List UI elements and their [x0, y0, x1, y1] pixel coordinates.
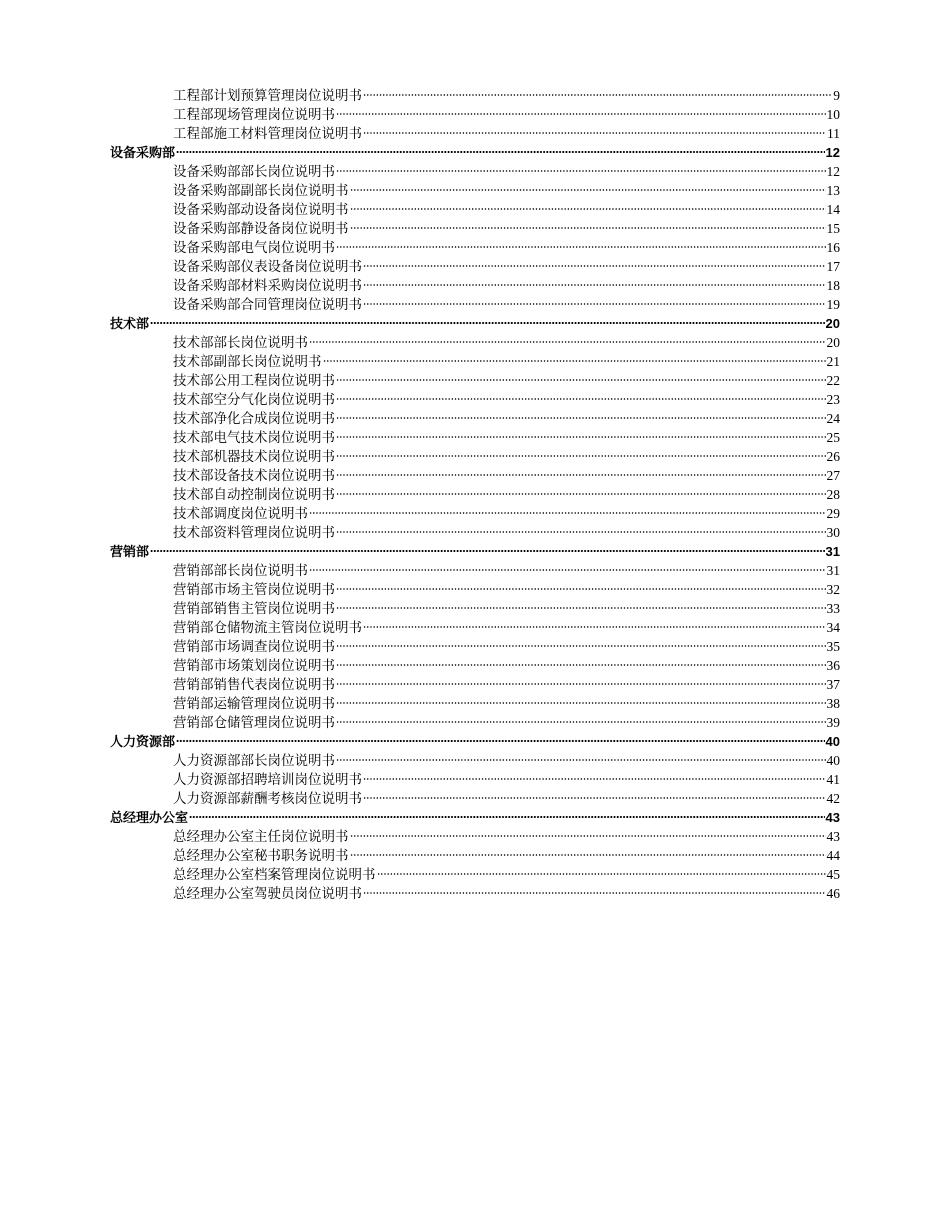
dot-leader [336, 606, 826, 610]
toc-page-number: 43 [826, 829, 840, 844]
dot-leader [350, 834, 826, 838]
toc-entry[interactable] [110, 295, 840, 314]
toc-page-number: 15 [826, 221, 840, 236]
toc-page-number: 14 [826, 202, 840, 217]
toc-entry-title: 设备采购部电气岗位说明书 [173, 240, 335, 256]
toc-page-number: 24 [826, 411, 840, 426]
toc-page-number: 32 [826, 582, 840, 597]
dot-leader [336, 663, 826, 667]
toc-entry-title: 人力资源部 [110, 735, 176, 750]
dot-leader [336, 720, 826, 724]
toc-page-number: 18 [826, 278, 840, 293]
toc-page-number: 40 [826, 753, 840, 768]
toc-entry-title: 工程部现场管理岗位说明书 [173, 107, 335, 123]
dot-leader [336, 682, 826, 686]
dot-leader [336, 758, 826, 762]
toc-entry[interactable] [110, 352, 840, 371]
toc-page-number: 31 [826, 563, 840, 578]
toc-page-number: 42 [826, 791, 840, 806]
toc-entry[interactable] [110, 124, 840, 143]
toc-entry-title: 技术部净化合成岗位说明书 [173, 411, 335, 427]
toc-page-number: 40 [825, 734, 840, 749]
dot-leader [363, 777, 826, 781]
dot-leader [336, 169, 826, 173]
toc-entry[interactable] [110, 219, 840, 238]
toc-entry-title: 设备采购部副部长岗位说明书 [173, 183, 349, 199]
dot-leader [176, 739, 825, 743]
toc-entry-title: 技术部副部长岗位说明书 [173, 354, 322, 370]
toc-entry-title: 工程部施工材料管理岗位说明书 [173, 126, 362, 142]
toc-entry[interactable] [110, 884, 840, 903]
toc-entry-title: 技术部机器技术岗位说明书 [173, 449, 335, 465]
toc-entry-title: 设备采购部动设备岗位说明书 [173, 202, 349, 218]
toc-page-number: 20 [826, 335, 840, 350]
toc-entry-title: 总经理办公室 [110, 811, 189, 826]
toc-page-number: 37 [826, 677, 840, 692]
dot-leader [350, 207, 826, 211]
toc-entry-title: 技术部设备技术岗位说明书 [173, 468, 335, 484]
toc-page-number: 12 [825, 145, 840, 160]
toc-entry[interactable] [110, 428, 840, 447]
toc-entry-title: 技术部公用工程岗位说明书 [173, 373, 335, 389]
dot-leader [309, 340, 826, 344]
dot-leader [363, 264, 826, 268]
toc-entry-title: 技术部电气技术岗位说明书 [173, 430, 335, 446]
toc-entry-title: 营销部部长岗位说明书 [173, 563, 308, 579]
dot-leader [336, 454, 826, 458]
toc-entry-title: 工程部计划预算管理岗位说明书 [173, 88, 362, 104]
dot-leader [336, 416, 826, 420]
dot-leader [150, 549, 825, 553]
dot-leader [377, 872, 826, 876]
toc-page-number: 34 [826, 620, 840, 635]
toc-page-number: 45 [826, 867, 840, 882]
toc-entry[interactable] [110, 466, 840, 485]
toc-page-number: 17 [826, 259, 840, 274]
toc-entry-title: 营销部 [110, 545, 150, 560]
toc-entry-title: 设备采购部材料采购岗位说明书 [173, 278, 362, 294]
dot-leader [363, 796, 826, 800]
toc-entry[interactable] [110, 333, 840, 352]
toc-page-number: 31 [825, 544, 840, 559]
toc-entry[interactable] [110, 675, 840, 694]
toc-entry-title: 技术部空分气化岗位说明书 [173, 392, 335, 408]
toc-section-heading[interactable] [110, 314, 840, 333]
toc-entry-title: 营销部市场主管岗位说明书 [173, 582, 335, 598]
toc-entry[interactable] [110, 827, 840, 846]
toc-page-number: 26 [826, 449, 840, 464]
dot-leader [363, 131, 826, 135]
toc-entry-title: 营销部仓储管理岗位说明书 [173, 715, 335, 731]
toc-entry-title: 技术部资料管理岗位说明书 [173, 525, 335, 541]
dot-leader [336, 473, 826, 477]
toc-entry-title: 总经理办公室主任岗位说明书 [173, 829, 349, 845]
toc-entry[interactable] [110, 770, 840, 789]
dot-leader [189, 815, 825, 819]
toc-entry-title: 技术部 [110, 317, 150, 332]
dot-leader [363, 625, 826, 629]
dot-leader [363, 891, 826, 895]
toc-entry[interactable] [110, 694, 840, 713]
dot-leader [336, 112, 826, 116]
toc-page-number: 35 [826, 639, 840, 654]
toc-entry[interactable] [110, 238, 840, 257]
toc-page-number: 41 [826, 772, 840, 787]
toc-entry[interactable] [110, 181, 840, 200]
toc-entry-title: 设备采购部 [110, 146, 176, 161]
toc-entry-title: 人力资源部部长岗位说明书 [173, 753, 335, 769]
toc-entry-title: 总经理办公室秘书职务说明书 [173, 848, 349, 864]
toc-entry[interactable] [110, 200, 840, 219]
toc-page-number: 28 [826, 487, 840, 502]
toc-entry-title: 设备采购部部长岗位说明书 [173, 164, 335, 180]
toc-entry[interactable] [110, 162, 840, 181]
toc-entry[interactable] [110, 656, 840, 675]
dot-leader [350, 188, 826, 192]
toc-entry-title: 总经理办公室档案管理岗位说明书 [173, 867, 376, 883]
toc-entry[interactable] [110, 390, 840, 409]
toc-entry-title: 营销部销售代表岗位说明书 [173, 677, 335, 693]
toc-entry-title: 营销部市场调查岗位说明书 [173, 639, 335, 655]
toc-entry-title: 营销部销售主管岗位说明书 [173, 601, 335, 617]
toc-entry[interactable] [110, 257, 840, 276]
dot-leader [309, 568, 826, 572]
toc-section-heading[interactable] [110, 143, 840, 162]
dot-leader [323, 359, 826, 363]
toc-page-number: 9 [833, 88, 840, 103]
toc-entry[interactable] [110, 447, 840, 466]
toc-entry[interactable] [110, 523, 840, 542]
dot-leader [176, 150, 825, 154]
toc-entry-title: 人力资源部薪酬考核岗位说明书 [173, 791, 362, 807]
toc-page-number: 22 [826, 373, 840, 388]
dot-leader [336, 587, 826, 591]
toc-page-number: 10 [826, 107, 840, 122]
toc-page-number: 30 [826, 525, 840, 540]
toc-entry[interactable] [110, 713, 840, 732]
toc-entry-title: 设备采购部合同管理岗位说明书 [173, 297, 362, 313]
toc-entry[interactable] [110, 599, 840, 618]
toc-entry[interactable] [110, 580, 840, 599]
toc-page-number: 38 [826, 696, 840, 711]
toc-page-number: 27 [826, 468, 840, 483]
toc-page-number: 11 [827, 126, 840, 141]
toc-page-number: 33 [826, 601, 840, 616]
toc-entry-title: 技术部自动控制岗位说明书 [173, 487, 335, 503]
toc-entry[interactable] [110, 371, 840, 390]
toc-page-number: 29 [826, 506, 840, 521]
dot-leader [336, 378, 826, 382]
toc-page-number: 44 [826, 848, 840, 863]
dot-leader [336, 644, 826, 648]
dot-leader [336, 492, 826, 496]
toc-section-heading[interactable] [110, 732, 840, 751]
toc-entry-title: 设备采购部静设备岗位说明书 [173, 221, 349, 237]
toc-entry-title: 营销部运输管理岗位说明书 [173, 696, 335, 712]
dot-leader [309, 511, 826, 515]
dot-leader [363, 302, 826, 306]
toc-page-number: 43 [825, 810, 840, 825]
toc-page-number: 39 [826, 715, 840, 730]
dot-leader [336, 245, 826, 249]
dot-leader [350, 226, 826, 230]
toc-page-number: 46 [826, 886, 840, 901]
toc-entry[interactable] [110, 504, 840, 523]
dot-leader [336, 397, 826, 401]
toc-entry[interactable] [110, 846, 840, 865]
toc-entry-title: 设备采购部仪表设备岗位说明书 [173, 259, 362, 275]
toc-entry[interactable] [110, 789, 840, 808]
toc-entry[interactable] [110, 276, 840, 295]
toc-section-heading[interactable] [110, 542, 840, 561]
toc-page-number: 20 [825, 316, 840, 331]
toc-entry[interactable] [110, 751, 840, 770]
toc-page-number: 25 [826, 430, 840, 445]
toc-page-number: 12 [826, 164, 840, 179]
toc-entry-title: 技术部部长岗位说明书 [173, 335, 308, 351]
dot-leader [350, 853, 826, 857]
toc-page-number: 19 [826, 297, 840, 312]
dot-leader [363, 283, 826, 287]
toc-entry-title: 总经理办公室驾驶员岗位说明书 [173, 886, 362, 902]
dot-leader [363, 93, 832, 97]
toc-entry-title: 技术部调度岗位说明书 [173, 506, 308, 522]
toc-page-number: 21 [826, 354, 840, 369]
table-of-contents [110, 86, 840, 903]
dot-leader [336, 435, 826, 439]
toc-entry[interactable] [110, 409, 840, 428]
toc-entry-title: 营销部市场策划岗位说明书 [173, 658, 335, 674]
toc-page-number: 36 [826, 658, 840, 673]
toc-entry[interactable] [110, 637, 840, 656]
toc-page-number: 23 [826, 392, 840, 407]
toc-entry[interactable] [110, 618, 840, 637]
toc-entry[interactable] [110, 561, 840, 580]
toc-entry[interactable] [110, 485, 840, 504]
toc-page-number: 13 [826, 183, 840, 198]
dot-leader [336, 530, 826, 534]
toc-section-heading[interactable] [110, 808, 840, 827]
toc-page-number: 16 [826, 240, 840, 255]
toc-entry[interactable] [110, 86, 840, 105]
toc-entry-title: 营销部仓储物流主管岗位说明书 [173, 620, 362, 636]
toc-entry[interactable] [110, 105, 840, 124]
dot-leader [336, 701, 826, 705]
toc-entry-title: 人力资源部招聘培训岗位说明书 [173, 772, 362, 788]
toc-entry[interactable] [110, 865, 840, 884]
dot-leader [150, 321, 825, 325]
